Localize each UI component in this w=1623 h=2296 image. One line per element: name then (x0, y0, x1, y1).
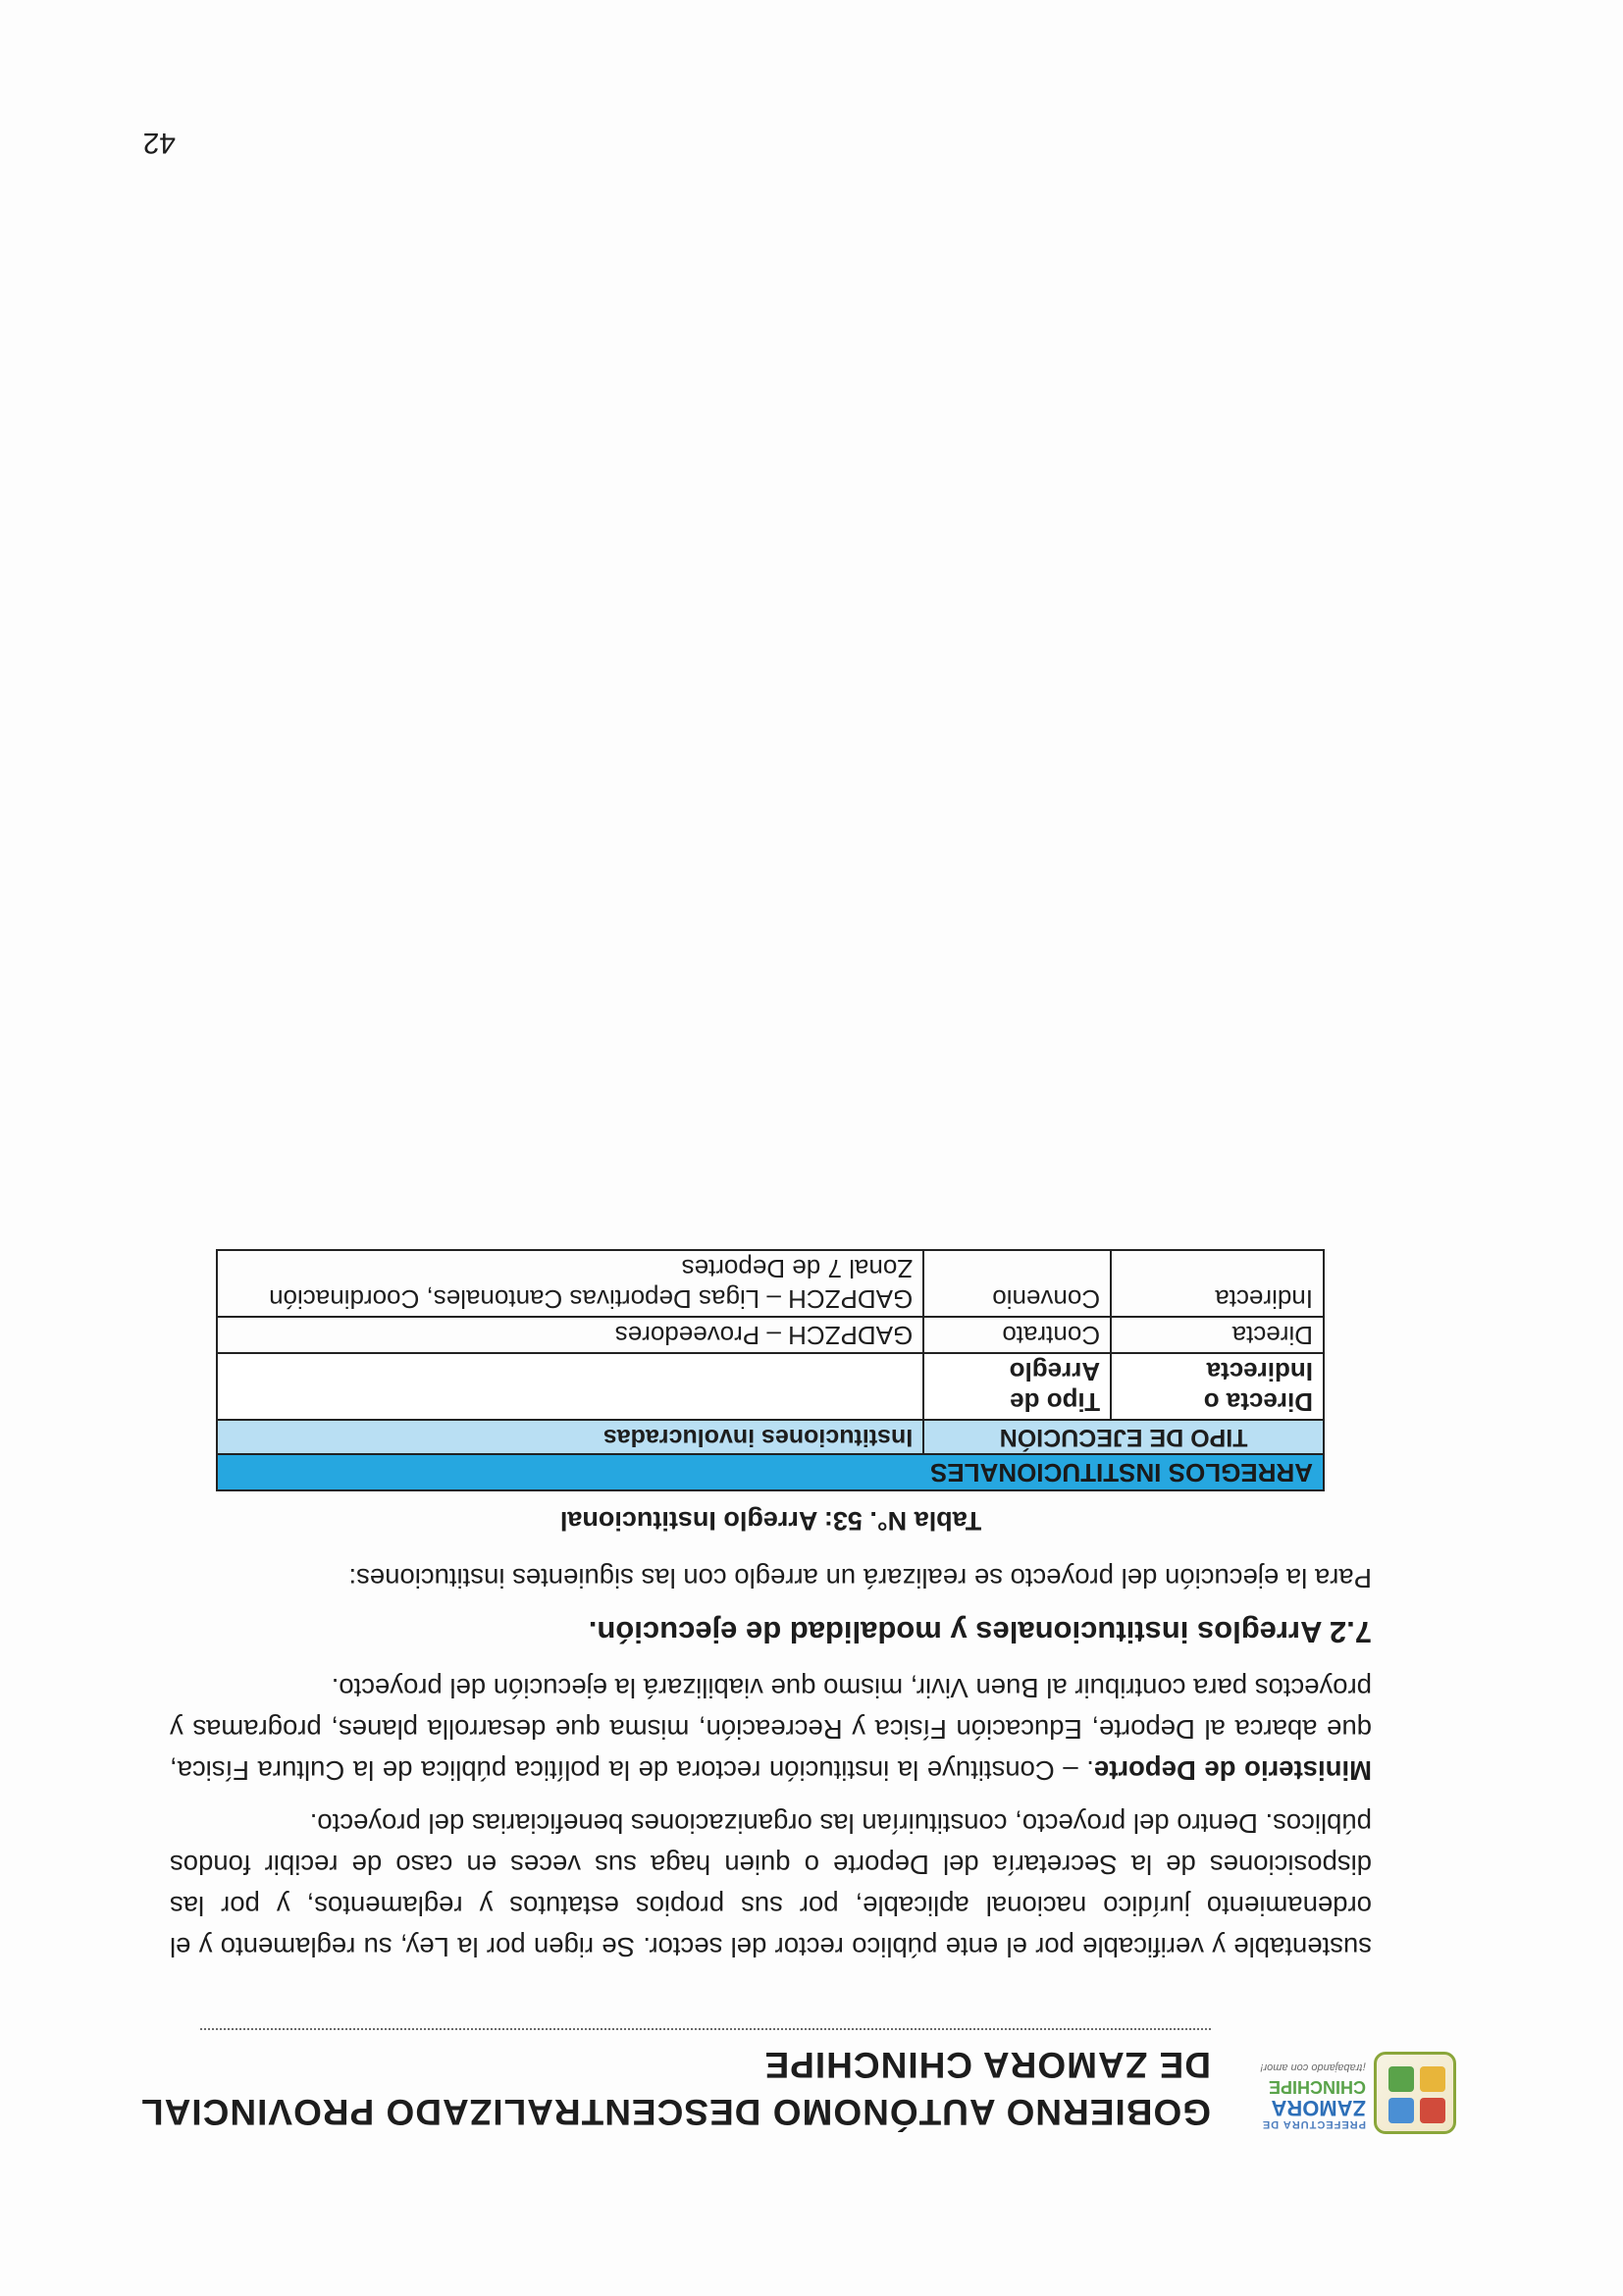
header-title-line2: DE ZAMORA CHINCHIPE (763, 2045, 1211, 2085)
cell-tipo: Contrato (923, 1317, 1111, 1353)
logo-quadrant-green (1388, 2066, 1414, 2092)
table-caption: Tabla N°. 53: Arreglo Institucional (559, 1506, 982, 1536)
table-title-row (217, 1454, 1324, 1490)
header-divider (200, 2028, 1211, 2030)
page-header (140, 2016, 1456, 2134)
logo-wordmark (1229, 2061, 1366, 2130)
page-content (170, 1249, 1372, 1967)
logo-main-text: ZAMORA (1271, 2096, 1366, 2120)
prefectura-logo (1374, 2052, 1456, 2134)
logo-main-text-2: CHINCHIPE (1268, 2077, 1366, 2097)
cell-modo: Directa (1111, 1317, 1324, 1353)
table-group-row (217, 1420, 1324, 1454)
group-header-tipo: TIPO DE EJECUCIÓN (923, 1420, 1324, 1454)
section-title: 7.2 Arreglos institucionales y modalidad de ejecución. (588, 1615, 1372, 1649)
logo-quadrant-yellow (1420, 2066, 1445, 2092)
cell-instituciones: GADPZCH – Ligas Deportivas Cantonales, Coordinación Zonal 7 de Deportes (217, 1250, 923, 1317)
cell-modo: Indirecta (1111, 1250, 1324, 1317)
arreglos-table (216, 1249, 1325, 1491)
cell-instituciones: GADPZCH – Proveedores (217, 1317, 923, 1353)
table-column-header-row (217, 1353, 1324, 1420)
table-row (217, 1317, 1324, 1353)
header-title-line1: GOBIERNO AUTÓNOMO DESCENTRALIZADO PROVINCIAL (140, 2092, 1211, 2132)
column-header-modo: Directa o Indirecta (1111, 1353, 1324, 1420)
column-header-tipo: Tipo de Arreglo (923, 1353, 1111, 1420)
paragraph-intro-table: Para la ejecución del proyecto se realizará un arreglo con las siguientes instituciones: (348, 1563, 1372, 1593)
column-header-empty (217, 1353, 923, 1420)
cell-tipo: Convenio (923, 1250, 1111, 1317)
group-header-instituciones: Instituciones involucradas (217, 1420, 923, 1454)
paragraph-organizaciones: sustentable y verificable por el ente público rector del sector. Se rigen por la Ley, su reglamento y el ordenamiento jurídico nacional aplicable, por sus propios estatutos y reglamentos, y por las disposiciones de la Secretaría del Deporte o quien haga sus veces en caso de recibir fondos públicos. Dentro del proyecto, constituirían las organizaciones beneficiarias del proyecto. (170, 1808, 1372, 1962)
paragraph-ministerio (170, 1667, 1372, 1791)
logo-quadrant-blue (1388, 2098, 1414, 2123)
table-row (217, 1250, 1324, 1317)
logo-slogan: ¡trabajando con amor! (1260, 2061, 1366, 2073)
table-title: ARREGLOS INSTITUCIONALES (217, 1454, 1324, 1490)
ministerio-heading: Ministerio de Deporte (1093, 1755, 1372, 1786)
logo-sub-text: PREFECTURA DE (1261, 2118, 1366, 2130)
logo-quadrant-red (1420, 2098, 1445, 2123)
page-number: 42 (142, 127, 176, 159)
ministerio-text: . – Constituye la institución rectora de la política pública de la Cultura Física, que abarca al Deporte, Educación Física y Recreación, misma que desarrolla planes, programas y proyectos para contribuir al Buen Vivir, mismo que viabilizará la ejecución del proyecto. (170, 1673, 1372, 1786)
